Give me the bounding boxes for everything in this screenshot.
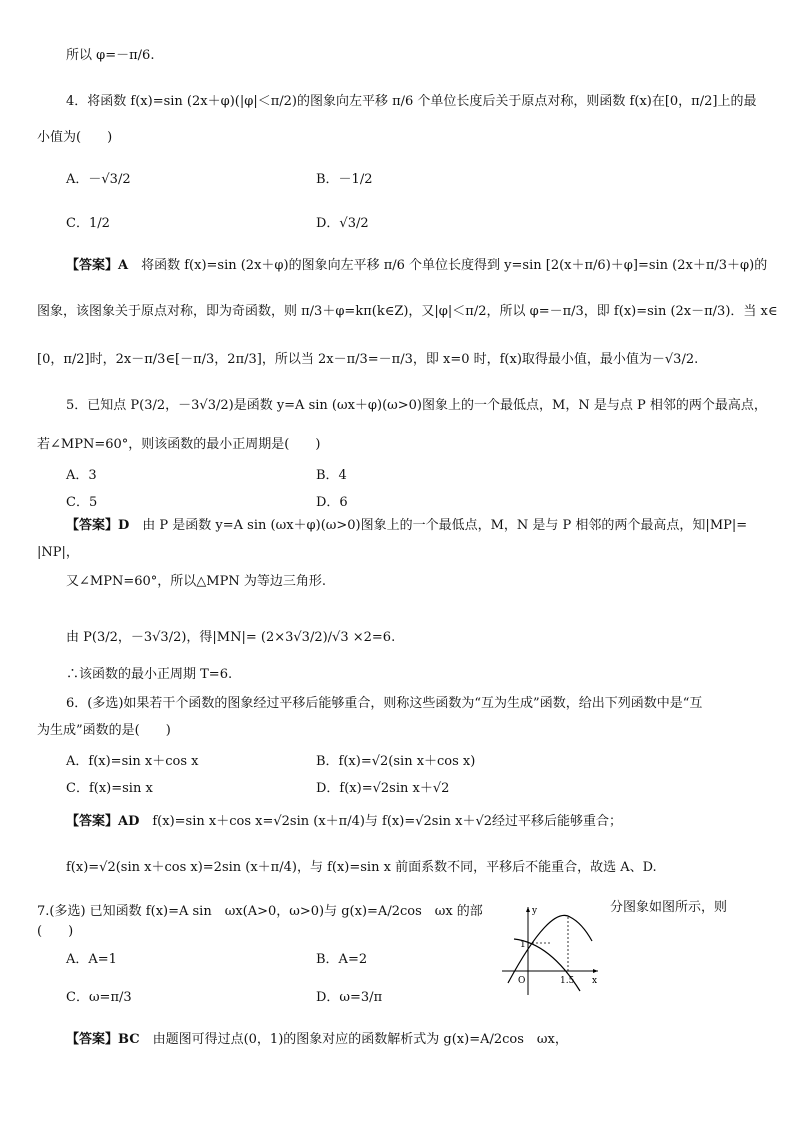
option-a: A．－√3/2 bbox=[66, 172, 131, 187]
answer-5-line-5: ∴该函数的最小正周期 T=6. bbox=[66, 667, 233, 682]
option-a: A．A=1 bbox=[66, 952, 117, 967]
option-a: A．3 bbox=[66, 468, 97, 483]
y-tick-label: 1 bbox=[520, 940, 526, 950]
answer-6-line-2: f(x)=√2(sin x＋cos x)=2sin (x＋π/4)，与 f(x)=sin x 前面系数不同，平移后不能重合，故选 A、D. bbox=[66, 860, 657, 875]
question-4-stem-cont: 小值为( ) bbox=[37, 130, 113, 145]
option-b: B．4 bbox=[316, 468, 347, 483]
answer-text: 由 P 是函数 y=A sin (ωx＋φ)(ω>0)图象上的一个最低点，M，N 是与 P 相邻的两个最高点，知|MP|= bbox=[129, 518, 748, 533]
answer-text: f(x)=sin x＋cos x=√2sin (x＋π/4)与 f(x)=√2sin x＋√2经过平移后能够重合； bbox=[139, 814, 623, 829]
answer-text: 将函数 f(x)=sin (2x＋φ)的图象向左平移 π/6 个单位长度得到 y=sin [2(x＋π/6)＋φ]=sin (2x＋π/3＋φ)的 bbox=[128, 258, 768, 273]
answer-4-line-2: 图象，该图象关于原点对称，即为奇函数，则 π/3＋φ=kπ(k∈Z)，又|φ|＜π/2，所以 φ=－π/3，即 f(x)=sin (2x－π/3)．当 x∈ bbox=[37, 304, 778, 319]
answer-text: 由题图可得过点(0，1)的图象对应的函数解析式为 g(x)=A/2cos ωx， bbox=[139, 1032, 568, 1047]
option-c: C．ω=π/3 bbox=[66, 990, 132, 1005]
x-label: x bbox=[592, 976, 598, 986]
y-label: y bbox=[532, 906, 538, 916]
answer-tag: 【答案】BC bbox=[66, 1032, 140, 1047]
option-d: D．f(x)=√2sin x＋√2 bbox=[316, 781, 450, 796]
y-axis-arrow bbox=[526, 907, 530, 912]
x-axis-arrow bbox=[593, 969, 598, 973]
option-d: D．ω=3/π bbox=[316, 990, 383, 1005]
question-4-stem: 4．将函数 f(x)=sin (2x＋φ)(|φ|＜π/2)的图象向左平移 π/6 个单位长度后关于原点对称，则函数 f(x)在[0，π/2]上的最 bbox=[66, 94, 757, 109]
question-7-stem: 7.(多选) 已知函数 f(x)=A sin ωx(A>0，ω>0)与 g(x)=A/2cos ωx 的部 bbox=[37, 904, 483, 919]
x-tick-label: 1.5 bbox=[560, 976, 575, 986]
answer-tag: 【答案】D bbox=[66, 518, 130, 533]
answer-tag: 【答案】A bbox=[66, 258, 129, 273]
question-5-stem-cont: 若∠MPN=60°，则该函数的最小正周期是( ) bbox=[37, 437, 321, 452]
option-c: C．1/2 bbox=[66, 216, 110, 231]
answer-4-line-3: [0，π/2]时，2x－π/3∈[－π/3，2π/3]，所以当 2x－π/3=－π/3，即 x=0 时，f(x)取得最小值，最小值为－√3/2. bbox=[37, 352, 699, 367]
question-6-stem: 6．(多选)如果若干个函数的图象经过平移后能够重合，则称这些函数为“互为生成”函数，给出下列函数中是“互 bbox=[66, 696, 703, 711]
text-line: 所以 φ=－π/6. bbox=[66, 48, 155, 63]
question-7-stem-cont: ( ) bbox=[37, 924, 74, 939]
answer-5-line-3: 又∠MPN=60°，所以△MPN 为等边三角形. bbox=[66, 574, 326, 589]
option-c: C．5 bbox=[66, 495, 98, 510]
question-7-stem-right: 分图象如图所示，则 bbox=[610, 900, 728, 915]
option-a: A．f(x)=sin x＋cos x bbox=[66, 754, 199, 769]
answer-7-line-1 bbox=[66, 1032, 568, 1048]
answer-5-line-1 bbox=[66, 518, 747, 534]
option-b: B．－1/2 bbox=[316, 172, 373, 187]
option-c: C．f(x)=sin x bbox=[66, 781, 153, 796]
question-5-stem: 5．已知点 P(3/2，－3√3/2)是函数 y=A sin (ωx＋φ)(ω>0)图象上的一个最低点，M，N 是与点 P 相邻的两个最高点， bbox=[66, 398, 767, 413]
option-b: B．A=2 bbox=[316, 952, 368, 967]
option-d: D．6 bbox=[316, 495, 348, 510]
answer-4-line-1 bbox=[66, 258, 767, 274]
answer-tag: 【答案】AD bbox=[66, 814, 140, 829]
origin-label: O bbox=[518, 976, 526, 986]
function-graph bbox=[500, 903, 600, 998]
answer-5-line-2: |NP|， bbox=[37, 545, 79, 560]
option-d: D．√3/2 bbox=[316, 216, 369, 231]
answer-6-line-1 bbox=[66, 814, 622, 830]
option-b: B．f(x)=√2(sin x＋cos x) bbox=[316, 754, 476, 769]
question-6-stem-cont: 为生成”函数的是( ) bbox=[37, 723, 171, 738]
answer-5-line-4: 由 P(3/2，－3√3/2)，得|MN|= (2×3√3/2)/√3 ×2=6. bbox=[66, 630, 396, 645]
